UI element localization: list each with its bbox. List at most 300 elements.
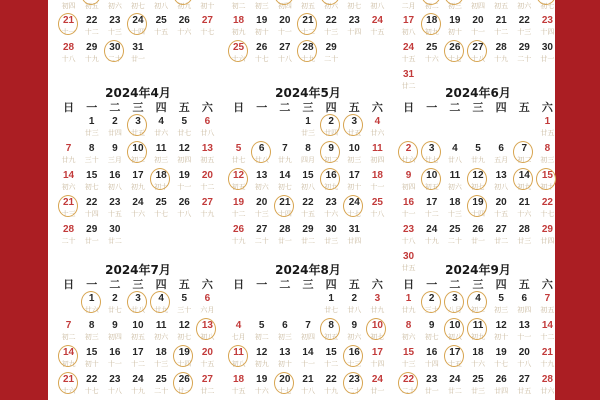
day-cell[interactable] — [196, 142, 219, 169]
day-cell[interactable] — [320, 292, 343, 319]
day-cell[interactable] — [296, 115, 319, 142]
day-cell[interactable] — [80, 319, 103, 346]
day-cell[interactable] — [536, 373, 559, 400]
day-cell[interactable] — [57, 346, 80, 373]
day-cell[interactable] — [196, 292, 219, 319]
lunar-day-label: 廿七 — [424, 156, 439, 164]
day-cell[interactable] — [250, 196, 273, 223]
day-cell[interactable] — [126, 346, 149, 373]
day-cell[interactable] — [420, 373, 443, 400]
day-cell[interactable] — [150, 346, 173, 373]
day-cell[interactable] — [103, 169, 126, 196]
day-cell[interactable] — [320, 169, 343, 196]
day-cell[interactable] — [420, 346, 443, 373]
lunar-day-label: 初四 — [370, 156, 385, 164]
day-cell[interactable] — [296, 346, 319, 373]
day-cell[interactable] — [443, 292, 466, 319]
day-cell[interactable] — [466, 373, 489, 400]
day-cell[interactable] — [513, 196, 536, 223]
day-cell[interactable] — [366, 373, 389, 400]
day-cell[interactable] — [57, 373, 80, 400]
day-cell[interactable] — [196, 115, 219, 142]
day-cell[interactable] — [420, 142, 443, 169]
day-cell[interactable] — [227, 14, 250, 41]
day-cell[interactable] — [250, 319, 273, 346]
day-number: 23 — [403, 224, 415, 235]
day-cell[interactable] — [443, 373, 466, 400]
day-cell[interactable] — [227, 169, 250, 196]
day-cell[interactable] — [490, 196, 513, 223]
lunar-day-label: 十四 — [470, 210, 485, 218]
day-cell[interactable] — [513, 41, 536, 68]
day-cell[interactable] — [250, 41, 273, 68]
day-cell[interactable] — [466, 292, 489, 319]
day-cell[interactable] — [296, 14, 319, 41]
day-cell[interactable] — [420, 169, 443, 196]
lunar-day-label: 十八 — [61, 55, 76, 63]
calendar-month-jul-2024 — [57, 262, 219, 400]
day-cell[interactable] — [126, 14, 149, 41]
day-cell[interactable] — [57, 223, 80, 250]
day-number: 4 — [475, 293, 481, 304]
day-number: 19 — [449, 15, 461, 26]
day-cell[interactable] — [397, 292, 420, 319]
day-cell[interactable] — [250, 373, 273, 400]
day-number: 8 — [544, 143, 551, 154]
day-cell[interactable] — [126, 196, 149, 223]
day-number: 1 — [88, 116, 95, 127]
month-title: 2024年8月 — [275, 263, 341, 277]
day-number: 4 — [235, 320, 242, 331]
day-cell[interactable] — [343, 373, 366, 400]
lunar-day-label: 十四 — [347, 28, 362, 36]
day-cell[interactable] — [490, 373, 513, 400]
day-cell[interactable] — [366, 319, 389, 346]
day-cell[interactable] — [466, 319, 489, 346]
day-number: 20 — [201, 347, 213, 358]
day-cell[interactable] — [273, 319, 296, 346]
day-cell[interactable] — [103, 115, 126, 142]
day-cell[interactable] — [343, 319, 366, 346]
day-cell[interactable] — [57, 41, 80, 68]
day-cell[interactable] — [490, 142, 513, 169]
day-cell[interactable] — [320, 223, 343, 250]
day-cell[interactable] — [57, 169, 80, 196]
day-cell[interactable] — [320, 14, 343, 41]
lunar-day-label: 廿三 — [324, 237, 339, 245]
lunar-day-label: 初五 — [424, 183, 439, 191]
day-number: 9 — [405, 170, 412, 181]
day-cell[interactable] — [420, 14, 443, 41]
day-cell[interactable] — [227, 319, 250, 346]
day-cell[interactable] — [343, 292, 366, 319]
lunar-day-label: 十七 — [347, 210, 362, 218]
lunar-day-label: 初三 — [277, 333, 292, 341]
lunar-day-label: 十五 — [401, 55, 416, 63]
day-cell-empty — [443, 115, 466, 142]
weekday-label: 六 — [541, 101, 553, 114]
day-cell[interactable] — [397, 223, 420, 250]
day-number: 14 — [518, 170, 530, 181]
day-cell[interactable] — [320, 196, 343, 223]
day-cell[interactable] — [366, 115, 389, 142]
day-number: 13 — [518, 320, 530, 331]
day-cell[interactable] — [490, 14, 513, 41]
day-number: 24 — [371, 15, 383, 26]
day-cell[interactable] — [343, 196, 366, 223]
day-cell[interactable] — [466, 169, 489, 196]
day-cell[interactable] — [57, 196, 80, 223]
day-cell — [150, 0, 173, 14]
day-cell[interactable] — [103, 41, 126, 68]
day-cell[interactable] — [57, 142, 80, 169]
lunar-day-label: 廿二 — [447, 387, 462, 395]
day-cell[interactable] — [196, 319, 219, 346]
lunar-day-label: 十二 — [200, 183, 215, 191]
day-cell[interactable] — [103, 373, 126, 400]
day-cell[interactable] — [296, 169, 319, 196]
day-cell[interactable] — [80, 41, 103, 68]
day-cell[interactable] — [227, 41, 250, 68]
day-number: 7 — [65, 320, 72, 331]
day-cell[interactable] — [273, 346, 296, 373]
day-cell[interactable] — [196, 373, 219, 400]
day-cell[interactable] — [296, 142, 319, 169]
calendar-week-row — [227, 346, 389, 373]
day-cell[interactable] — [103, 346, 126, 373]
day-cell[interactable] — [150, 14, 173, 41]
day-number: 6 — [204, 293, 211, 304]
day-cell[interactable] — [536, 223, 559, 250]
day-cell[interactable] — [250, 346, 273, 373]
lunar-day-label: 廿三 — [84, 129, 99, 137]
day-cell[interactable] — [443, 196, 466, 223]
day-cell[interactable] — [397, 14, 420, 41]
calendar-week-row — [397, 319, 559, 346]
day-cell[interactable] — [196, 169, 219, 196]
day-cell[interactable] — [536, 346, 559, 373]
day-cell[interactable] — [250, 223, 273, 250]
calendar-week-row — [227, 115, 389, 142]
day-cell[interactable] — [103, 196, 126, 223]
day-cell[interactable] — [490, 223, 513, 250]
day-cell[interactable] — [397, 169, 420, 196]
day-cell[interactable] — [420, 223, 443, 250]
day-cell[interactable] — [536, 142, 559, 169]
day-cell[interactable] — [443, 169, 466, 196]
day-number: 9 — [428, 320, 435, 331]
day-cell[interactable] — [296, 41, 319, 68]
day-cell[interactable] — [273, 41, 296, 68]
day-cell[interactable] — [513, 142, 536, 169]
day-cell[interactable] — [173, 292, 196, 319]
day-cell[interactable] — [173, 196, 196, 223]
day-number: 24 — [348, 197, 360, 208]
day-cell[interactable] — [320, 115, 343, 142]
day-cell[interactable] — [80, 115, 103, 142]
day-cell[interactable] — [126, 41, 149, 68]
lunar-day-label: 初五 — [84, 2, 99, 10]
day-number: 13 — [201, 143, 213, 154]
calendar-week-row — [397, 142, 559, 169]
lunar-day-label: 初八 — [300, 183, 315, 191]
day-cell[interactable] — [420, 292, 443, 319]
day-cell[interactable] — [466, 142, 489, 169]
day-cell[interactable] — [150, 373, 173, 400]
month-title: 2024年4月 — [105, 86, 171, 100]
day-cell[interactable] — [80, 196, 103, 223]
calendar-week-row — [397, 169, 559, 196]
day-number: 10 — [371, 320, 383, 331]
day-cell[interactable] — [150, 169, 173, 196]
day-cell[interactable] — [366, 142, 389, 169]
day-cell[interactable] — [250, 14, 273, 41]
day-cell[interactable] — [536, 14, 559, 41]
day-cell[interactable] — [80, 169, 103, 196]
weekday-header-row — [227, 101, 389, 115]
lunar-day-label: 初七 — [177, 333, 192, 341]
day-cell[interactable] — [397, 319, 420, 346]
lunar-day-label: 初三 — [494, 306, 509, 314]
day-cell[interactable] — [420, 41, 443, 68]
weekday-label: 三 — [302, 101, 314, 114]
lunar-day-label: 二十 — [447, 237, 462, 245]
weekday-label: 四 — [495, 101, 507, 114]
day-cell[interactable] — [126, 169, 149, 196]
day-cell[interactable] — [103, 292, 126, 319]
day-number: 7 — [305, 320, 311, 331]
day-cell[interactable] — [80, 14, 103, 41]
day-cell[interactable] — [420, 196, 443, 223]
day-cell[interactable] — [126, 115, 149, 142]
day-cell[interactable] — [536, 196, 559, 223]
day-cell[interactable] — [57, 319, 80, 346]
weekday-label: 一 — [426, 278, 438, 291]
day-cell[interactable] — [103, 319, 126, 346]
day-cell[interactable] — [273, 196, 296, 223]
day-cell[interactable] — [536, 319, 559, 346]
lunar-day-label: 廿九 — [370, 306, 385, 314]
day-number: 4 — [158, 293, 164, 304]
day-cell[interactable] — [126, 142, 149, 169]
day-cell[interactable] — [173, 142, 196, 169]
day-number: 11 — [155, 143, 167, 154]
day-cell[interactable] — [80, 346, 103, 373]
day-cell[interactable] — [320, 142, 343, 169]
day-cell — [366, 0, 389, 14]
day-cell[interactable] — [513, 319, 536, 346]
day-cell[interactable] — [343, 14, 366, 41]
lunar-day-label: 十六 — [61, 387, 76, 395]
lunar-day-label: 初十 — [84, 360, 99, 368]
day-cell — [420, 0, 443, 14]
day-cell[interactable] — [490, 169, 513, 196]
day-cell[interactable] — [366, 196, 389, 223]
day-number: 21 — [518, 197, 530, 208]
day-cell[interactable] — [57, 14, 80, 41]
day-cell[interactable] — [250, 142, 273, 169]
day-cell[interactable] — [150, 292, 173, 319]
day-cell[interactable] — [366, 292, 389, 319]
weekday-label: 日 — [403, 101, 415, 114]
day-cell[interactable] — [536, 169, 559, 196]
calendar-month-may-2024 — [227, 85, 389, 250]
day-cell[interactable] — [490, 292, 513, 319]
day-number: 27 — [201, 197, 213, 208]
day-cell[interactable] — [227, 373, 250, 400]
day-cell[interactable] — [150, 115, 173, 142]
day-cell[interactable] — [296, 373, 319, 400]
day-cell[interactable] — [343, 115, 366, 142]
day-cell[interactable] — [296, 196, 319, 223]
lunar-day-label: 初九 — [470, 333, 485, 341]
day-cell[interactable] — [80, 142, 103, 169]
day-cell[interactable] — [173, 14, 196, 41]
day-number: 24 — [403, 42, 415, 53]
day-cell[interactable] — [173, 373, 196, 400]
day-cell[interactable] — [397, 373, 420, 400]
day-cell[interactable] — [443, 319, 466, 346]
lunar-day-label: 初八 — [494, 183, 509, 191]
day-cell[interactable] — [443, 142, 466, 169]
day-cell[interactable] — [150, 142, 173, 169]
day-cell[interactable] — [296, 319, 319, 346]
lunar-day-label: 十一 — [300, 360, 315, 368]
day-cell[interactable] — [173, 319, 196, 346]
day-number: 2 — [351, 293, 358, 304]
day-cell[interactable] — [80, 292, 103, 319]
calendar-week-row — [397, 115, 559, 142]
day-cell[interactable] — [513, 346, 536, 373]
day-cell[interactable] — [490, 346, 513, 373]
day-cell[interactable] — [466, 346, 489, 373]
day-cell[interactable] — [343, 142, 366, 169]
day-cell[interactable] — [103, 223, 126, 250]
day-cell[interactable] — [443, 14, 466, 41]
weekday-label: 五 — [348, 278, 360, 291]
day-cell[interactable] — [150, 319, 173, 346]
day-number: 3 — [374, 293, 381, 304]
day-cell[interactable] — [196, 346, 219, 373]
lunar-day-label: 廿九 — [154, 306, 169, 314]
day-cell[interactable] — [513, 292, 536, 319]
day-cell[interactable] — [126, 292, 149, 319]
day-cell[interactable] — [250, 169, 273, 196]
day-number: 18 — [472, 347, 484, 358]
day-cell[interactable] — [227, 196, 250, 223]
day-cell[interactable] — [366, 14, 389, 41]
lunar-day-label: 廿五 — [347, 129, 362, 137]
day-cell[interactable] — [227, 223, 250, 250]
day-cell[interactable] — [273, 14, 296, 41]
lunar-day-label: 十七 — [540, 210, 555, 218]
day-cell[interactable] — [227, 346, 250, 373]
day-cell[interactable] — [466, 41, 489, 68]
lunar-day-label: 初六 — [347, 333, 362, 341]
day-cell[interactable] — [443, 41, 466, 68]
day-cell[interactable] — [173, 169, 196, 196]
day-cell[interactable] — [343, 346, 366, 373]
day-cell[interactable] — [490, 319, 513, 346]
day-cell[interactable] — [273, 223, 296, 250]
day-number: 28 — [63, 42, 75, 53]
day-cell[interactable] — [343, 223, 366, 250]
day-number: 8 — [305, 143, 311, 154]
day-number: 25 — [371, 197, 383, 208]
day-cell[interactable] — [513, 223, 536, 250]
lunar-day-label: 十一 — [61, 28, 76, 36]
day-cell[interactable] — [227, 142, 250, 169]
day-cell-empty — [173, 41, 196, 68]
day-number: 23 — [426, 374, 438, 385]
day-cell[interactable] — [397, 142, 420, 169]
day-cell[interactable] — [196, 196, 219, 223]
day-cell[interactable] — [173, 115, 196, 142]
day-cell[interactable] — [103, 14, 126, 41]
lunar-day-label: 十三 — [347, 360, 362, 368]
day-cell[interactable] — [466, 14, 489, 41]
lunar-day-label: 廿一 — [370, 387, 385, 395]
day-cell[interactable] — [150, 196, 173, 223]
day-cell[interactable] — [320, 41, 343, 68]
lunar-day-label: 十九 — [494, 55, 509, 63]
day-cell[interactable] — [343, 169, 366, 196]
day-cell[interactable] — [273, 142, 296, 169]
day-cell[interactable] — [126, 373, 149, 400]
day-cell[interactable] — [443, 346, 466, 373]
day-number: 28 — [302, 42, 314, 53]
day-cell[interactable] — [320, 373, 343, 400]
lunar-day-label: 廿四 — [494, 387, 509, 395]
day-cell[interactable] — [320, 319, 343, 346]
day-cell[interactable] — [296, 223, 319, 250]
day-cell[interactable] — [126, 319, 149, 346]
day-cell[interactable] — [320, 346, 343, 373]
day-cell[interactable] — [513, 373, 536, 400]
day-cell[interactable] — [366, 346, 389, 373]
day-cell[interactable] — [80, 223, 103, 250]
day-cell — [320, 0, 343, 14]
day-cell[interactable] — [196, 14, 219, 41]
day-cell[interactable] — [420, 319, 443, 346]
day-cell[interactable] — [443, 223, 466, 250]
day-cell[interactable] — [513, 169, 536, 196]
day-cell[interactable] — [490, 41, 513, 68]
day-cell[interactable] — [466, 223, 489, 250]
day-cell[interactable] — [173, 346, 196, 373]
day-cell[interactable] — [273, 373, 296, 400]
day-cell[interactable] — [397, 41, 420, 68]
day-cell[interactable] — [103, 142, 126, 169]
day-cell[interactable] — [466, 196, 489, 223]
lunar-day-label: 十三 — [61, 210, 76, 218]
day-cell[interactable] — [536, 292, 559, 319]
day-cell[interactable] — [366, 169, 389, 196]
weekday-label: 五 — [518, 278, 530, 291]
weekday-label: 二 — [109, 278, 121, 291]
day-number: 17 — [371, 347, 383, 358]
day-cell[interactable] — [80, 373, 103, 400]
day-cell[interactable] — [536, 115, 559, 142]
lunar-day-label: 廿八 — [130, 306, 145, 314]
day-cell[interactable] — [273, 169, 296, 196]
day-cell[interactable] — [397, 196, 420, 223]
day-cell[interactable] — [397, 346, 420, 373]
weekday-label: 六 — [201, 278, 213, 291]
day-cell[interactable] — [513, 14, 536, 41]
day-cell-empty — [250, 292, 273, 319]
day-cell[interactable] — [536, 41, 559, 68]
